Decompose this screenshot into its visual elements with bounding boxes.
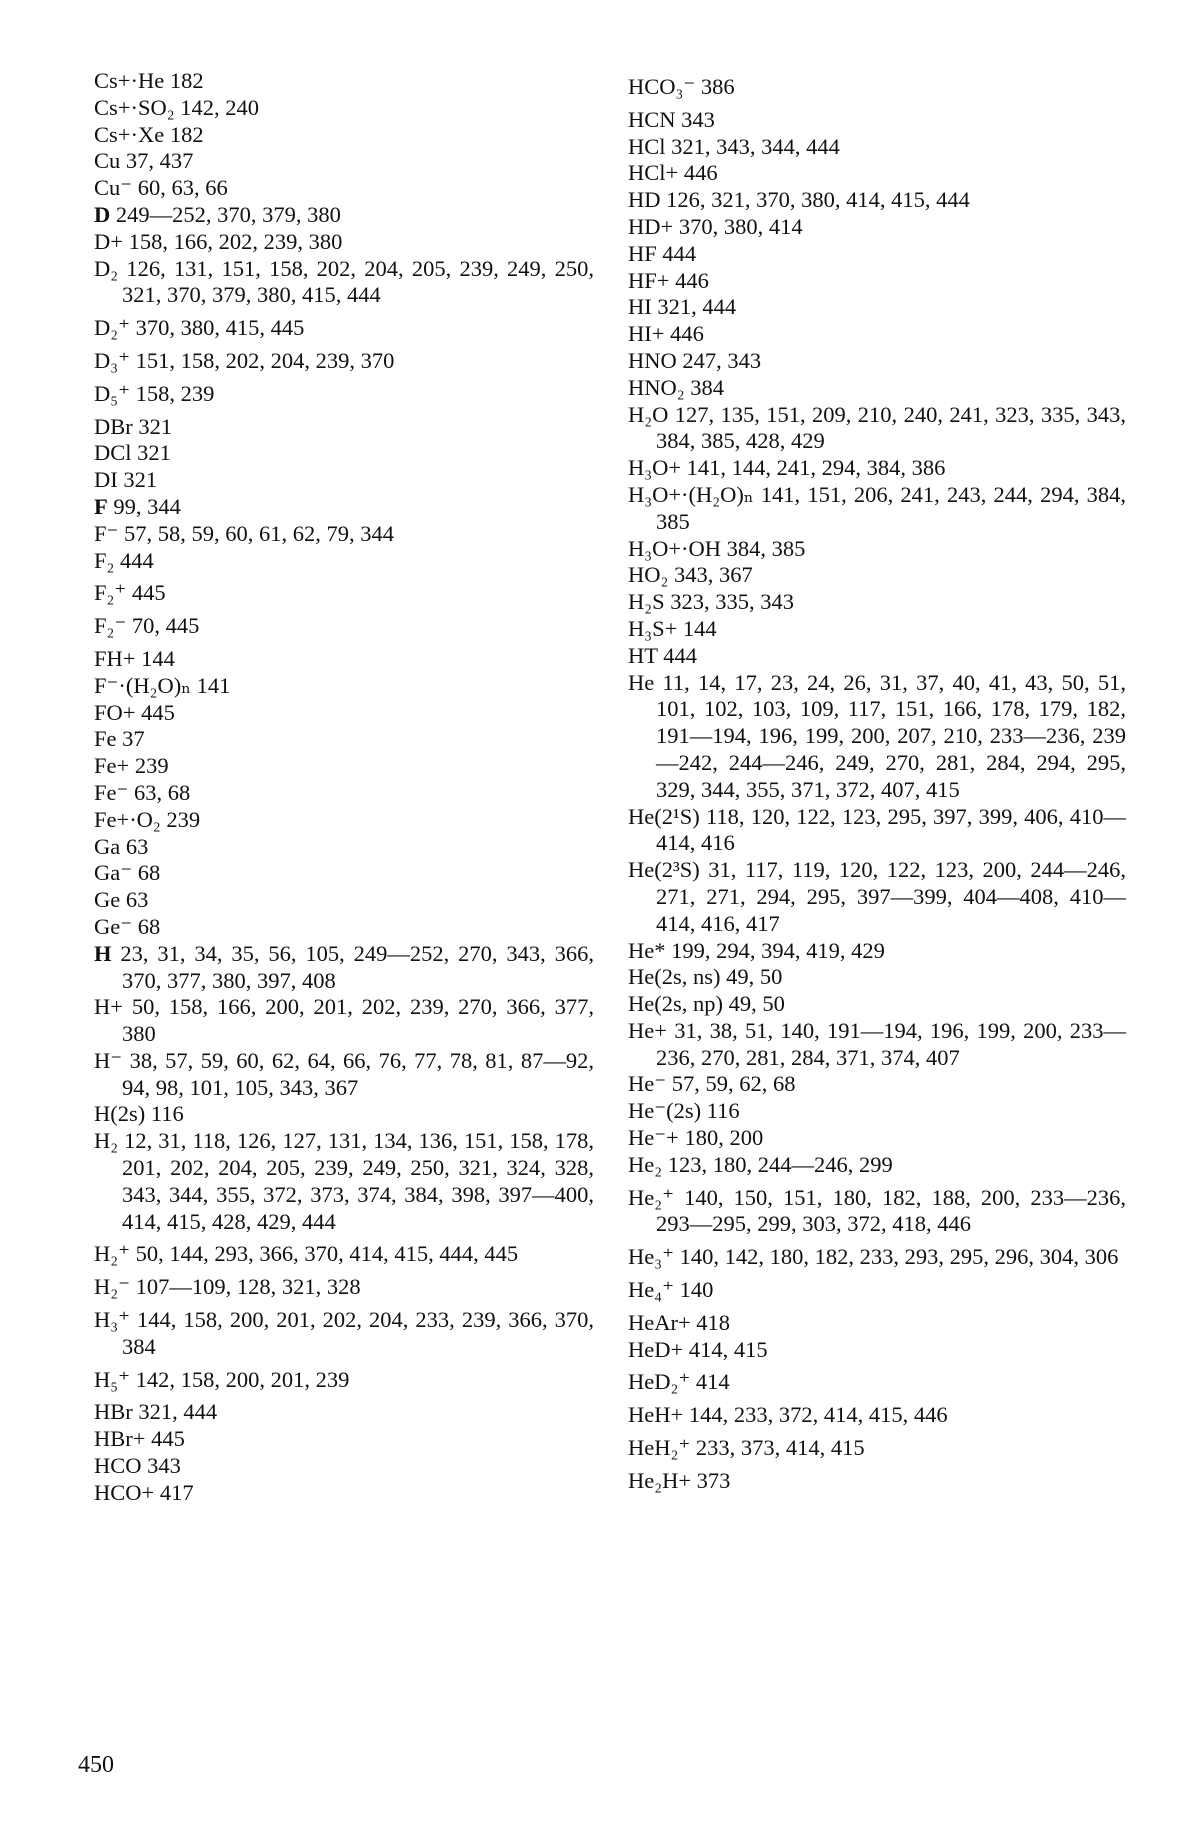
index-pages: 141	[196, 672, 231, 698]
index-pages: 182	[169, 121, 204, 147]
index-term: HD	[628, 187, 661, 213]
index-term: HCl	[628, 133, 666, 159]
index-pages: 144, 233, 372, 414, 415, 446	[688, 1402, 948, 1428]
index-entry	[628, 1468, 1126, 1495]
index-entry	[628, 562, 1126, 589]
index-entry	[628, 187, 1126, 214]
index-term: He⁻+	[628, 1125, 679, 1151]
index-term: DBr	[94, 413, 133, 439]
index-pages: 63	[125, 887, 149, 913]
index-term: DI	[94, 467, 118, 493]
index-term: HNO₂	[628, 374, 685, 400]
index-entry	[628, 1369, 1126, 1396]
index-term: HI	[628, 294, 652, 320]
index-term: D₂	[94, 255, 119, 281]
index-pages: 116	[150, 1101, 184, 1127]
index-term: HF+	[628, 267, 670, 293]
index-pages: 370, 380, 415, 445	[135, 315, 305, 341]
index-pages: 144, 158, 200, 201, 202, 204, 233, 239, 366, 370, 384	[122, 1307, 595, 1359]
index-term: He(2s, ns)	[628, 964, 721, 990]
index-term: He(2¹S)	[628, 803, 700, 829]
index-entry	[628, 375, 1126, 402]
index-entry	[628, 1435, 1126, 1462]
index-pages: 142, 240	[180, 94, 259, 120]
index-pages: 116	[706, 1098, 740, 1124]
index-entry	[94, 1367, 594, 1394]
index-entry	[94, 229, 594, 256]
index-term: Fe+·O₂	[94, 806, 161, 832]
index-pages: 446	[675, 267, 709, 293]
index-pages: 373	[696, 1467, 731, 1493]
index-term: He⁻(2s)	[628, 1098, 702, 1124]
index-entry	[628, 938, 1126, 965]
index-pages: 239	[166, 806, 201, 832]
index-pages: 49, 50	[726, 964, 783, 990]
index-pages: 63, 68	[134, 779, 191, 805]
index-entry	[94, 1048, 594, 1102]
index-pages: 444	[662, 240, 697, 266]
index-pages: 445	[141, 699, 175, 725]
index-term: He₄⁺	[628, 1277, 674, 1303]
index-pages: 140, 150, 151, 180, 182, 188, 200, 233—236, 293—295, 299, 303, 372, 418, 446	[656, 1184, 1127, 1237]
index-entry	[94, 994, 594, 1048]
index-pages: 11, 14, 17, 23, 24, 26, 31, 37, 40, 41, 43, 50, 51, 101, 102, 103, 109, 117, 151, 166, 178, 179, 182, 191—194, 196, 199, 200, 207, 210, 233—236, 239—242, 244—246, 249, 270, 281, 284, 294, 295, 329, 344, 355, 371, 372, 407, 415	[656, 669, 1127, 802]
index-term: F	[94, 493, 108, 519]
index-pages: 343	[681, 106, 715, 132]
index-term: D	[94, 201, 111, 227]
index-entry	[628, 1277, 1126, 1304]
index-entry	[94, 834, 594, 861]
index-entry	[628, 1152, 1126, 1179]
index-entry	[628, 1337, 1126, 1364]
index-pages: 445	[151, 1426, 185, 1452]
index-column-left	[94, 68, 594, 1507]
index-entry	[628, 1185, 1126, 1239]
index-term: H₃O+	[628, 455, 682, 481]
index-term: Fe⁻	[94, 779, 129, 805]
index-entry	[94, 494, 594, 521]
index-pages: 417	[159, 1479, 194, 1505]
index-term: HBr+	[94, 1426, 146, 1452]
index-term: H₂S	[628, 589, 665, 615]
index-entry	[94, 440, 594, 467]
index-term: F₂⁻	[94, 613, 127, 639]
index-entry	[628, 160, 1126, 187]
index-entry	[94, 148, 594, 175]
index-entry	[94, 613, 594, 640]
index-term: Cs+·Xe	[94, 121, 165, 147]
index-term: FH+	[94, 645, 136, 671]
index-pages: 384	[690, 374, 724, 400]
index-pages: 446	[683, 160, 718, 186]
index-entry	[94, 256, 594, 310]
index-term: Cu⁻	[94, 175, 133, 201]
index-pages: 127, 135, 151, 209, 210, 240, 241, 323, 335, 343, 384, 385, 428, 429	[656, 401, 1126, 454]
index-term: D₅⁺	[94, 380, 130, 406]
index-term: Ge	[94, 887, 121, 913]
index-term: Ga	[94, 833, 121, 859]
index-entry	[94, 521, 594, 548]
index-term: H+	[94, 994, 123, 1020]
index-term: Ga⁻	[94, 860, 133, 886]
index-entry	[94, 548, 594, 575]
index-pages: 444	[119, 547, 154, 573]
index-term: HCO	[94, 1453, 142, 1479]
index-term: HCl+	[628, 160, 679, 186]
index-entry	[628, 589, 1126, 616]
index-pages: 123, 180, 244—246, 299	[667, 1151, 893, 1177]
index-pages: 68	[137, 913, 161, 939]
index-entry	[628, 348, 1126, 375]
index-pages: 151, 158, 202, 204, 239, 370	[135, 347, 395, 373]
index-pages: 140, 142, 180, 182, 233, 293, 295, 296, 304, 306	[679, 1244, 1119, 1270]
index-pages: 23, 31, 34, 35, 56, 105, 249—252, 270, 343, 366, 370, 377, 380, 397, 408	[120, 940, 595, 993]
index-pages: 37	[122, 726, 145, 752]
index-entry	[94, 202, 594, 229]
index-term: H₃O+·(H₂O)ₙ	[628, 481, 754, 507]
index-entry	[628, 643, 1126, 670]
index-term: F⁻·(H₂O)ₙ	[94, 672, 191, 698]
index-term: H₃⁺	[94, 1307, 130, 1333]
index-entry	[94, 726, 594, 753]
index-pages: 60, 63, 66	[137, 175, 228, 201]
index-term: HeAr+	[628, 1309, 691, 1335]
index-entry	[628, 1098, 1126, 1125]
index-term: H₂⁻	[94, 1274, 130, 1300]
index-entry	[94, 1426, 594, 1453]
index-term: F₂	[94, 547, 115, 573]
index-entry	[94, 673, 594, 700]
index-entry	[628, 482, 1126, 536]
index-entry	[94, 348, 594, 375]
index-entry	[94, 753, 594, 780]
index-entry	[94, 68, 594, 95]
index-pages: 414	[695, 1369, 730, 1395]
index-pages: 386	[700, 74, 735, 99]
index-pages: 444	[663, 642, 697, 668]
index-term: HeH+	[628, 1402, 684, 1428]
index-pages: 50, 158, 166, 200, 201, 202, 239, 270, 366, 377, 380	[122, 994, 595, 1047]
index-term: He₂H+	[628, 1467, 692, 1493]
index-entry	[628, 616, 1126, 643]
index-term: H(2s)	[94, 1101, 146, 1127]
index-term: HCN	[628, 106, 676, 132]
index-term: He₃⁺	[628, 1244, 674, 1270]
index-term: He₂⁺	[628, 1184, 674, 1210]
index-entry	[94, 914, 594, 941]
index-pages: 144	[141, 645, 175, 671]
index-entry	[628, 991, 1126, 1018]
index-entry	[94, 175, 594, 202]
index-pages: 12, 31, 118, 126, 127, 131, 134, 136, 151, 158, 178, 201, 202, 204, 205, 239, 249, 250, 321, 324, 328, 343, 344, 355, 372, 373, 374, 384, 398, 397—400, 414, 415, 428, 429, 444	[122, 1128, 594, 1234]
index-term: He(2s, np)	[628, 991, 723, 1017]
index-term: H⁻	[94, 1047, 123, 1073]
index-pages: 343, 367	[673, 562, 753, 588]
index-entry	[94, 807, 594, 834]
index-entry	[94, 646, 594, 673]
index-entry	[628, 241, 1126, 268]
index-pages: 199, 294, 394, 419, 429	[671, 937, 885, 963]
index-entry	[94, 414, 594, 441]
index-entry	[94, 941, 594, 995]
index-pages: 321, 444	[657, 294, 737, 320]
index-pages: 50, 144, 293, 366, 370, 414, 415, 444, 445	[135, 1241, 519, 1267]
index-pages: 247, 343	[682, 347, 762, 373]
index-term: HF	[628, 240, 657, 266]
index-term: Ge⁻	[94, 913, 133, 939]
index-term: He₂	[628, 1151, 663, 1177]
index-entry	[94, 700, 594, 727]
page-number: 450	[78, 1752, 114, 1778]
index-pages: 249—252, 370, 379, 380	[115, 201, 341, 227]
index-entry	[94, 860, 594, 887]
index-pages: 418	[696, 1309, 731, 1335]
index-entry	[628, 1071, 1126, 1098]
index-entry	[628, 134, 1126, 161]
index-term: HD+	[628, 213, 674, 239]
index-term: He(2³S)	[628, 857, 700, 883]
index-entry	[94, 315, 594, 342]
index-pages: 182	[169, 68, 204, 93]
index-term: Fe	[94, 726, 117, 752]
index-pages: 158, 166, 202, 239, 380	[128, 228, 343, 254]
index-term: HO₂	[628, 562, 669, 588]
index-term: HCO₃⁻	[628, 74, 696, 99]
index-entry	[628, 670, 1126, 804]
index-term: Cs+·He	[94, 68, 165, 93]
index-entry	[628, 455, 1126, 482]
index-pages: 321	[137, 440, 171, 466]
index-pages: 384, 385	[726, 535, 806, 561]
index-entry	[628, 74, 1126, 101]
index-entry	[94, 381, 594, 408]
index-term: Cs+·SO₂	[94, 94, 175, 120]
index-term: FO+	[94, 699, 136, 725]
index-term: Fe+	[94, 753, 130, 779]
index-pages: 31, 117, 119, 120, 122, 123, 200, 244—246, 271, 271, 294, 295, 397—399, 404—408, 410—414, 416, 417	[656, 857, 1126, 936]
index-term: HT	[628, 642, 658, 668]
index-pages: 126, 131, 151, 158, 202, 204, 205, 239, 249, 250, 321, 370, 379, 380, 415, 444	[122, 255, 595, 308]
index-pages: 37, 437	[125, 148, 194, 174]
index-entry	[94, 1101, 594, 1128]
index-entry	[94, 1241, 594, 1268]
index-entry	[94, 1453, 594, 1480]
index-term: HeH₂⁺	[628, 1435, 691, 1461]
index-entry	[628, 268, 1126, 295]
index-entry	[628, 536, 1126, 563]
index-entry	[628, 804, 1126, 858]
index-pages: 126, 321, 370, 380, 414, 415, 444	[666, 187, 970, 213]
index-entry	[628, 1018, 1126, 1072]
index-entry	[94, 1274, 594, 1301]
index-pages: 446	[670, 321, 704, 347]
index-pages: 57, 59, 62, 68	[671, 1071, 796, 1097]
index-pages: 63	[125, 833, 149, 859]
index-term: D+	[94, 228, 123, 254]
index-term: H₅⁺	[94, 1366, 130, 1392]
index-term: H	[94, 940, 112, 966]
index-pages: 107—109, 128, 321, 328	[135, 1274, 361, 1300]
index-entry	[94, 580, 594, 607]
index-pages: 323, 335, 343	[670, 589, 794, 615]
index-term: H₂	[94, 1128, 119, 1154]
index-pages: 239	[134, 753, 169, 779]
index-term: F⁻	[94, 520, 119, 546]
index-term: H₂⁺	[94, 1241, 130, 1267]
index-pages: 343	[147, 1453, 181, 1479]
index-term: F₂⁺	[94, 580, 127, 606]
index-entry	[94, 1399, 594, 1426]
index-pages: 68	[137, 860, 161, 886]
index-pages: 142, 158, 200, 201, 239	[135, 1366, 350, 1392]
index-pages: 38, 57, 59, 60, 62, 64, 66, 76, 77, 78, 81, 87—92, 94, 98, 101, 105, 343, 367	[122, 1047, 595, 1100]
index-term: HNO	[628, 347, 677, 373]
index-pages: 118, 120, 122, 123, 295, 397, 399, 406, 410—414, 416	[656, 803, 1127, 856]
index-pages: 141, 151, 206, 241, 243, 244, 294, 384, 385	[656, 481, 1127, 534]
index-entry	[628, 857, 1126, 937]
index-term: H₃O+·OH	[628, 535, 722, 561]
index-pages: 144	[682, 615, 717, 641]
index-pages: 414, 415	[688, 1336, 768, 1362]
index-term: D₃⁺	[94, 347, 130, 373]
index-pages: 180, 200	[684, 1125, 764, 1151]
index-entry	[628, 321, 1126, 348]
index-pages: 445	[131, 580, 166, 606]
index-pages: 158, 239	[135, 380, 215, 406]
index-pages: 57, 58, 59, 60, 61, 62, 79, 344	[124, 520, 395, 546]
index-entry	[94, 1480, 594, 1507]
index-term: H₃S+	[628, 615, 678, 641]
index-pages: 321	[123, 467, 158, 493]
index-pages: 321, 343, 344, 444	[671, 133, 840, 159]
index-entry	[628, 214, 1126, 241]
index-column-right	[628, 68, 1126, 1495]
index-entry	[94, 1307, 594, 1361]
index-pages: 321	[138, 413, 173, 439]
index-pages: 70, 445	[131, 613, 200, 639]
index-pages: 140	[679, 1277, 714, 1303]
index-term: HeD₂⁺	[628, 1369, 691, 1395]
index-pages: 99, 344	[113, 493, 181, 519]
index-entry	[94, 95, 594, 122]
index-pages: 370, 380, 414	[678, 213, 803, 239]
index-entry	[628, 1125, 1126, 1152]
index-term: HI+	[628, 321, 665, 347]
index-entry	[628, 107, 1126, 134]
index-pages: 141, 144, 241, 294, 384, 386	[686, 455, 946, 481]
index-pages: 49, 50	[728, 991, 785, 1017]
index-term: He⁻	[628, 1071, 667, 1097]
index-term: He	[628, 669, 655, 695]
index-pages: 31, 38, 51, 140, 191—194, 196, 199, 200, 233—236, 270, 281, 284, 371, 374, 407	[656, 1017, 1127, 1070]
index-entry	[628, 1402, 1126, 1429]
index-pages: 321, 444	[138, 1399, 218, 1425]
index-entry	[94, 1128, 594, 1235]
index-entry	[628, 1310, 1126, 1337]
index-term: He*	[628, 937, 666, 963]
index-term: He+	[628, 1017, 667, 1043]
index-entry	[628, 294, 1126, 321]
index-entry	[628, 1244, 1126, 1271]
index-term: HBr	[94, 1399, 133, 1425]
index-term: H₂O	[628, 401, 669, 427]
index-term: Cu	[94, 148, 121, 174]
index-entry	[628, 964, 1126, 991]
index-term: D₂⁺	[94, 315, 130, 341]
index-term: HCO+	[94, 1479, 155, 1505]
index-entry	[94, 780, 594, 807]
index-entry	[94, 122, 594, 149]
index-entry	[628, 402, 1126, 456]
index-entry	[94, 467, 594, 494]
index-term: DCl	[94, 440, 132, 466]
index-pages: 233, 373, 414, 415	[695, 1435, 865, 1461]
index-term: HeD+	[628, 1336, 684, 1362]
index-entry	[94, 887, 594, 914]
